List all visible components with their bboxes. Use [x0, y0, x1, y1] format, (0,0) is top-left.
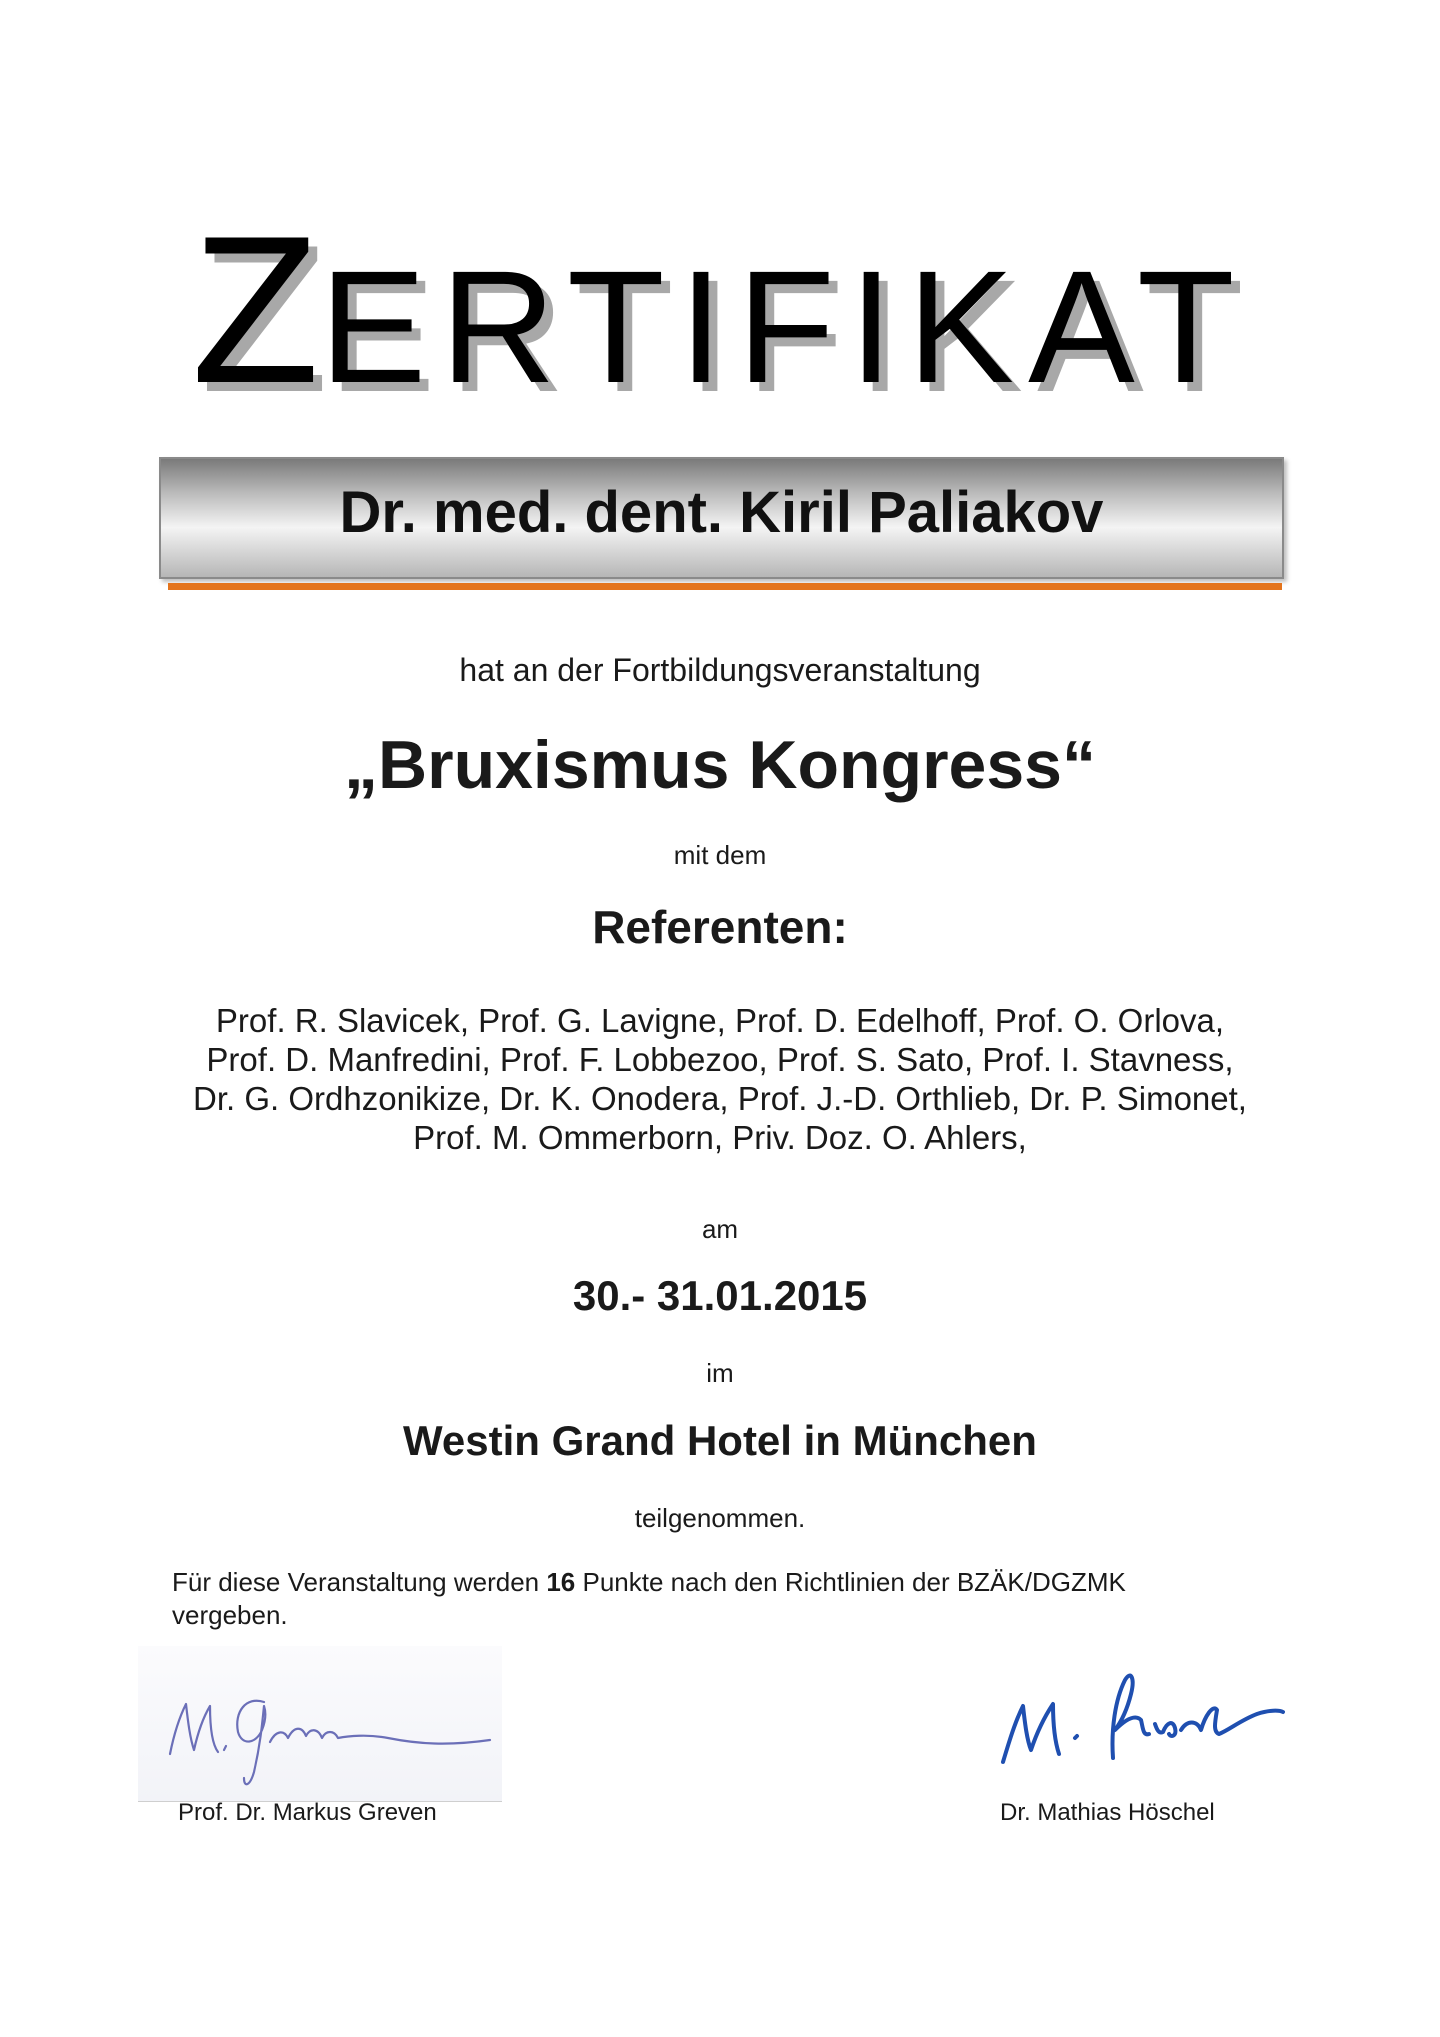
event-date: 30.- 31.01.2015 [572, 1272, 868, 1319]
signature-right [985, 1650, 1285, 1780]
intro-text: hat an der Fortbildungsveranstaltung [459, 652, 981, 688]
signature-right-name: Dr. Mathias Höschel [1000, 1799, 1215, 1826]
event-name: „Bruxismus Kongress“ [344, 727, 1096, 803]
signature-left [138, 1646, 502, 1802]
points-statement [172, 1566, 1272, 1632]
recipient-banner [159, 457, 1284, 579]
speakers-line: Dr. G. Ordhzonikize, Dr. K. Onodera, Prof. J.-D. Orthlieb, Dr. P. Simonet, [193, 1080, 1247, 1117]
title-initial: Z [191, 192, 320, 427]
points-text-line2: vergeben. [172, 1600, 288, 1630]
points-text-after: Punkte nach den Richtlinien der BZÄK/DGZMK [575, 1567, 1126, 1597]
with-label: mit dem [673, 840, 767, 870]
speakers-line: Prof. D. Manfredini, Prof. F. Lobbezoo, Prof. S. Sato, Prof. I. Stavness, [206, 1041, 1234, 1078]
closing-text: teilgenommen. [634, 1503, 806, 1533]
points-value: 16 [546, 1567, 576, 1597]
venue-label: im [706, 1358, 734, 1388]
certificate-title [0, 192, 1440, 427]
recipient-name: Dr. med. dent. Kiril Paliakov [339, 480, 1104, 545]
signature-left-name: Prof. Dr. Markus Greven [178, 1799, 437, 1826]
date-label: am [701, 1214, 739, 1244]
title-rest: ERTIFIKAT [319, 237, 1249, 416]
speakers-heading: Referenten: [592, 901, 848, 953]
signature-right-drawing [985, 1650, 1285, 1780]
event-venue: Westin Grand Hotel in München [403, 1417, 1037, 1464]
speakers-line: Prof. M. Ommerborn, Priv. Doz. O. Ahlers, [413, 1119, 1027, 1156]
speakers-line: Prof. R. Slavicek, Prof. G. Lavigne, Prof. D. Edelhoff, Prof. O. Orlova, [215, 1002, 1225, 1039]
speakers-list [0, 1001, 1440, 1157]
points-text-before: Für diese Veranstaltung werden [172, 1567, 547, 1597]
signature-left-drawing [138, 1646, 502, 1802]
banner-accent-line [168, 583, 1282, 590]
